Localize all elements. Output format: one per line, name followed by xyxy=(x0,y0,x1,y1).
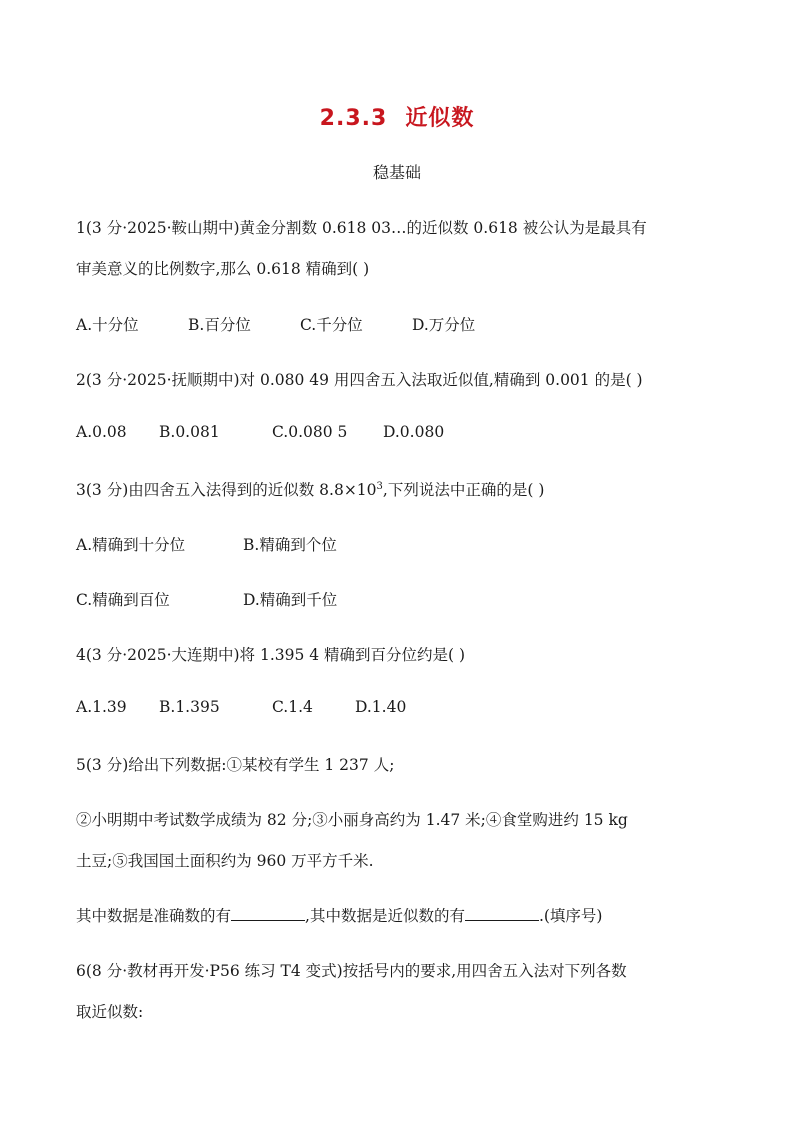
question-5-text: 5(3 分)给出下列数据:①某校有学生 1 237 人; xyxy=(76,756,395,774)
question-5-fill-b: ,其中数据是近似数的有 xyxy=(305,907,465,925)
question-3-text-pre: 3(3 分)由四舍五入法得到的近似数 8.8×10 xyxy=(76,481,377,499)
option-a: A.1.39 xyxy=(76,698,127,716)
question-5-text-cont: ②小明期中考试数学成绩为 82 分;③小丽身高约为 1.47 米;④食堂购进约 15 kg xyxy=(76,811,628,829)
option-b: B.百分位 xyxy=(188,316,251,334)
section-subtitle: 稳基础 xyxy=(372,163,421,182)
option-c: C.精确到百位 xyxy=(76,591,170,609)
question-1-text-cont: 审美意义的比例数字,那么 0.618 精确到( ) xyxy=(76,260,370,278)
question-3-options-row2 xyxy=(76,588,337,610)
question-6-text: 6(8 分·教材再开发·P56 练习 T4 变式)按括号内的要求,用四舍五入法对下列各数 xyxy=(76,962,627,980)
option-b: B.1.395 xyxy=(159,698,220,716)
option-c: C.0.080 5 xyxy=(272,423,348,441)
option-d: D.万分位 xyxy=(412,316,476,334)
question-5-text-cont2: 土豆;⑤我国国土面积约为 960 万平方千米. xyxy=(76,852,374,870)
question-1-options xyxy=(76,313,475,335)
question-5-fill-c: .(填序号) xyxy=(538,907,603,925)
option-c: C.1.4 xyxy=(272,698,313,716)
answer-blank-exact[interactable] xyxy=(231,906,305,921)
page-title xyxy=(0,101,794,132)
question-1-text: 1(3 分·2025·鞍山期中)黄金分割数 0.618 03…的近似数 0.618 被公认为是最具有 xyxy=(76,219,647,237)
question-2-text: 2(3 分·2025·抚顺期中)对 0.080 49 用四舍五入法取近似值,精确到 0.001 的是( ) xyxy=(76,371,643,389)
option-a: A.0.08 xyxy=(76,423,127,441)
question-4-text: 4(3 分·2025·大连期中)将 1.395 4 精确到百分位约是( ) xyxy=(76,646,466,664)
option-d: D.精确到千位 xyxy=(243,591,338,609)
option-a: A.十分位 xyxy=(76,316,139,334)
question-3-exponent: 3 xyxy=(376,480,383,492)
section-number: 2.3.3 xyxy=(319,106,388,131)
section-title: 近似数 xyxy=(405,106,475,131)
option-a: A.精确到十分位 xyxy=(76,536,186,554)
option-d: D.1.40 xyxy=(355,698,407,716)
option-b: B.0.081 xyxy=(159,423,220,441)
option-b: B.精确到个位 xyxy=(243,536,337,554)
question-3-text xyxy=(76,478,544,500)
question-4-options xyxy=(76,698,406,716)
option-d: D.0.080 xyxy=(383,423,445,441)
answer-blank-approx[interactable] xyxy=(465,906,539,921)
option-c: C.千分位 xyxy=(300,316,363,334)
question-5-fill-a: 其中数据是准确数的有 xyxy=(76,907,232,925)
question-2-options xyxy=(76,423,444,441)
question-3-text-post: ,下列说法中正确的是( ) xyxy=(382,481,545,499)
question-3-options-row1 xyxy=(76,533,337,555)
question-5-fill xyxy=(76,904,602,926)
question-6-text-cont: 取近似数: xyxy=(76,1003,144,1021)
